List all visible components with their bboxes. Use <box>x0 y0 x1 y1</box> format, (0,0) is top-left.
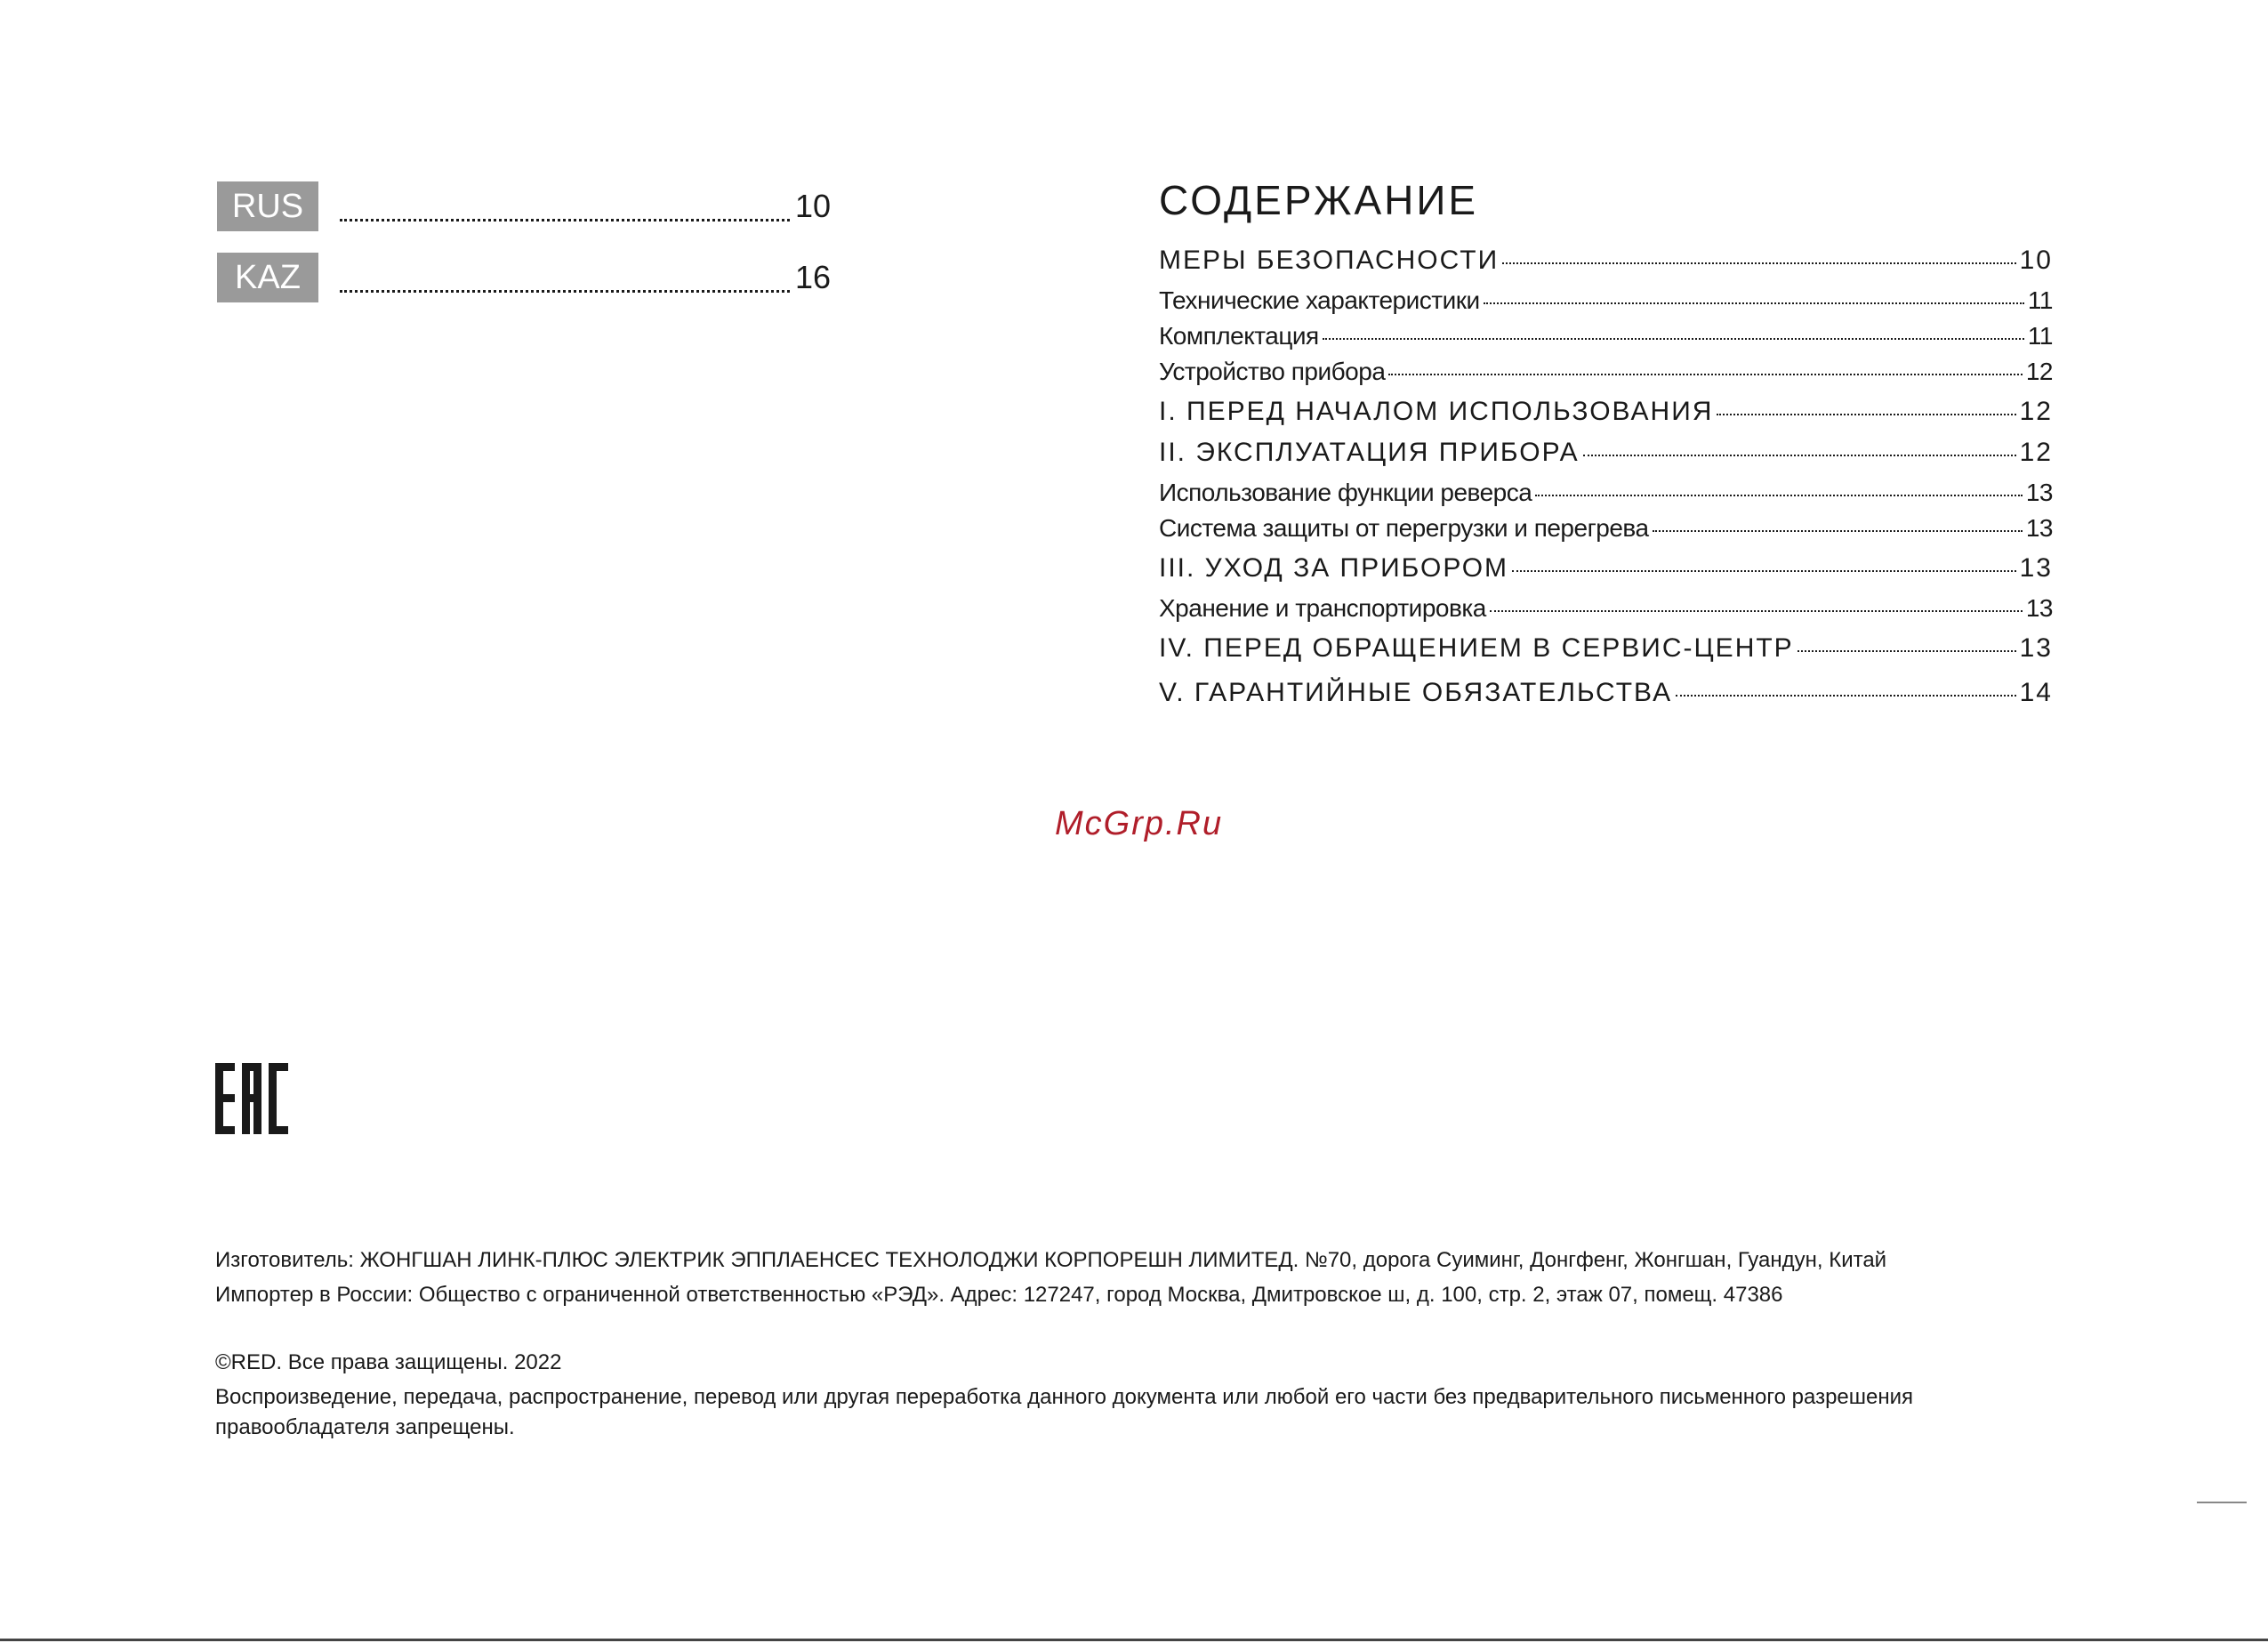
toc-entry[interactable] <box>1159 358 2053 386</box>
toc-entry-page: 10 <box>2019 246 2053 275</box>
toc-entry-text: IV. ПЕРЕД ОБРАЩЕНИЕМ В СЕРВИС-ЦЕНТР <box>1159 633 1794 663</box>
dot-leader <box>340 263 790 293</box>
toc-entry-page: 12 <box>2019 438 2053 467</box>
toc-entry-text: I. ПЕРЕД НАЧАЛОМ ИСПОЛЬЗОВАНИЯ <box>1159 397 1714 426</box>
toc-entry-text: Система защиты от перегрузки и перегрева <box>1159 514 1649 542</box>
toc-entry-text: III. УХОД ЗА ПРИБОРОМ <box>1159 553 1509 583</box>
lang-badge: RUS <box>217 181 318 231</box>
dot-leader <box>1512 570 2016 572</box>
toc-entry-page: 12 <box>2025 358 2053 385</box>
dot-leader <box>1484 302 2024 304</box>
toc-entry-text: Комплектация <box>1159 322 1319 350</box>
page-corner-rule <box>2197 1502 2247 1503</box>
toc-entry-page: 11 <box>2027 322 2053 350</box>
toc-entry-text: Устройство прибора <box>1159 358 1386 385</box>
toc-entry-page: 13 <box>2025 594 2053 622</box>
manufacturer-info: Изготовитель: ЖОНГШАН ЛИНК-ПЛЮС ЭЛЕКТРИК ЭППЛАЕНСЕС ТЕХНОЛОДЖИ КОРПОРЕШН ЛИМИТЕД. №70, дорога Суиминг, Донгфенг, Жонгшан, Гуандун, Китай <box>215 1248 1887 1272</box>
lang-page-number: 10 <box>794 188 831 224</box>
toc-entry-text: Использование функции реверса <box>1159 479 1532 506</box>
eac-certification-mark <box>215 1063 288 1134</box>
toc-entry[interactable] <box>1159 479 2053 507</box>
lang-page-number: 16 <box>794 259 831 295</box>
dot-leader <box>1323 338 2024 340</box>
lang-entry-kaz[interactable] <box>217 253 831 302</box>
toc-entry-page: 13 <box>2025 479 2053 506</box>
lang-entry-rus[interactable] <box>217 181 831 231</box>
toc-entry-page: 11 <box>2027 286 2053 314</box>
toc-title: СОДЕРЖАНИЕ <box>1159 177 1479 223</box>
dot-leader <box>1490 610 2023 612</box>
watermark-text: McGrp.Ru <box>1055 805 1224 842</box>
toc-entry[interactable] <box>1159 246 2053 276</box>
dot-leader <box>1502 262 2015 264</box>
importer-info: Импортер в России: Общество с ограниченной ответственностью «РЭД». Адрес: 127247, город Москва, Дмитровское ш, д. 100, стр. 2, этаж 07, помещ. 47386 <box>215 1283 1783 1307</box>
toc-entry[interactable] <box>1159 514 2053 543</box>
dot-leader <box>1388 374 2022 375</box>
toc-entry-text: Технические характеристики <box>1159 286 1480 314</box>
toc-entry[interactable] <box>1159 322 2053 350</box>
toc-entry-page: 12 <box>2019 397 2053 426</box>
dot-leader <box>1653 530 2023 532</box>
toc-entry-page: 13 <box>2019 633 2053 663</box>
toc-entry-text: V. ГАРАНТИЙНЫЕ ОБЯЗАТЕЛЬСТВА <box>1159 678 1673 707</box>
toc-entry[interactable] <box>1159 594 2053 623</box>
toc-entry[interactable] <box>1159 397 2053 427</box>
toc-entry[interactable] <box>1159 678 2053 708</box>
toc-entry-text: МЕРЫ БЕЗОПАСНОСТИ <box>1159 246 1500 275</box>
dot-leader <box>1583 455 2016 456</box>
toc-entry[interactable] <box>1159 553 2053 584</box>
toc-entry-page: 14 <box>2019 678 2053 707</box>
dot-leader <box>1676 695 2016 697</box>
dot-leader <box>1535 495 2023 496</box>
lang-badge: KAZ <box>217 253 318 302</box>
toc-entry[interactable] <box>1159 286 2053 315</box>
toc-entry-text: II. ЭКСПЛУАТАЦИЯ ПРИБОРА <box>1159 438 1580 467</box>
reproduction-notice: Воспроизведение, передача, распространение, перевод или другая переработка данного документа или любой его части без предварительного письменного разрешения правообладателя запрещены. <box>215 1385 1914 1439</box>
toc-entry-page: 13 <box>2025 514 2053 542</box>
copyright-line: ©RED. Все права защищены. 2022 <box>215 1350 562 1374</box>
dot-leader <box>1717 414 2015 415</box>
toc-entry-page: 13 <box>2019 553 2053 583</box>
dot-leader <box>340 192 790 221</box>
toc-entry-text: Хранение и транспортировка <box>1159 594 1486 622</box>
toc-entry[interactable] <box>1159 438 2053 468</box>
dot-leader <box>1798 650 2016 652</box>
page-bottom-rule <box>0 1639 2268 1641</box>
toc-entry[interactable] <box>1159 633 2053 664</box>
